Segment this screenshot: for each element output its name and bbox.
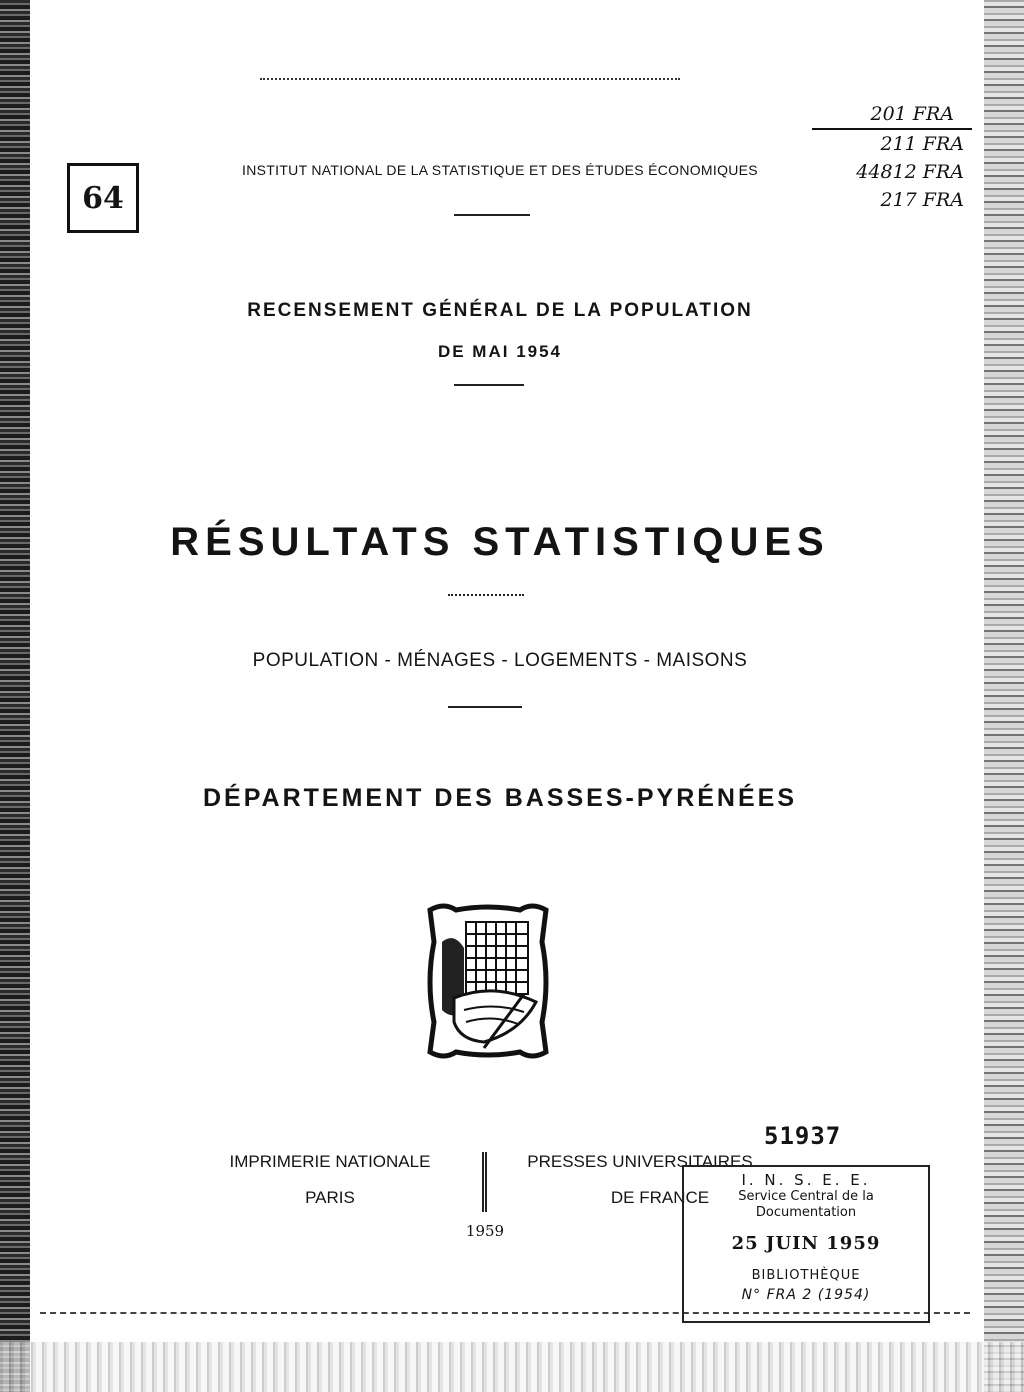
scan-border-bottom: [0, 1342, 1024, 1392]
publication-year: 1959: [465, 1222, 505, 1240]
department-title: DÉPARTEMENT DES BASSES-PYRÉNÉES: [202, 784, 797, 812]
handwritten-references: [812, 100, 982, 214]
stamp-org: I. N. S. E. E.: [741, 1171, 871, 1189]
accession-number: 51937: [764, 1122, 842, 1150]
handwritten-ref-4: 217 FRA: [880, 189, 964, 211]
top-dotted-rule: [260, 78, 680, 80]
separator-3: [448, 594, 524, 596]
main-title: RÉSULTATS STATISTIQUES: [170, 520, 830, 564]
stamp-library: BIBLIOTHÈQUE: [751, 1268, 861, 1283]
department-code-box: [67, 163, 139, 233]
scan-border-left: [0, 0, 30, 1392]
publisher-left-line1: IMPRIMERIE NATIONALE: [229, 1152, 431, 1171]
department-code: 64: [82, 180, 124, 216]
publisher-right-line1: PRESSES UNIVERSITAIRES: [527, 1152, 753, 1171]
library-stamp: [682, 1165, 930, 1323]
handwritten-ref-3: 44812 FRA: [856, 161, 964, 183]
stamp-shelf-mark: N° FRA 2 (1954): [741, 1287, 871, 1303]
publisher-left-line2: PARIS: [305, 1188, 355, 1207]
handwritten-ref-2: 211 FRA: [880, 133, 964, 155]
handwritten-ref-1: 201 FRA: [812, 100, 972, 130]
stamp-date: 25 JUIN 1959: [731, 1233, 881, 1254]
stamp-service-line2: Documentation: [755, 1205, 857, 1220]
census-date: DE MAI 1954: [437, 342, 563, 361]
institute-name: INSTITUT NATIONAL DE LA STATISTIQUE ET DES ÉTUDES ÉCONOMIQUES: [242, 162, 758, 178]
separator-2: [454, 384, 524, 386]
separator-1: [454, 214, 530, 216]
publisher-right-line2: DE FRANCE: [610, 1188, 710, 1207]
separator-4: [448, 706, 522, 708]
stamp-service-line1: Service Central de la: [738, 1189, 874, 1204]
emblem-vignette-icon: [424, 902, 552, 1060]
publisher-imprimerie: [195, 1152, 465, 1208]
census-title: RECENSEMENT GÉNÉRAL DE LA POPULATION: [247, 300, 753, 321]
scan-border-right: [984, 0, 1024, 1392]
publisher-divider: [482, 1152, 487, 1212]
subjects-line: POPULATION - MÉNAGES - LOGEMENTS - MAISONS: [252, 650, 748, 671]
